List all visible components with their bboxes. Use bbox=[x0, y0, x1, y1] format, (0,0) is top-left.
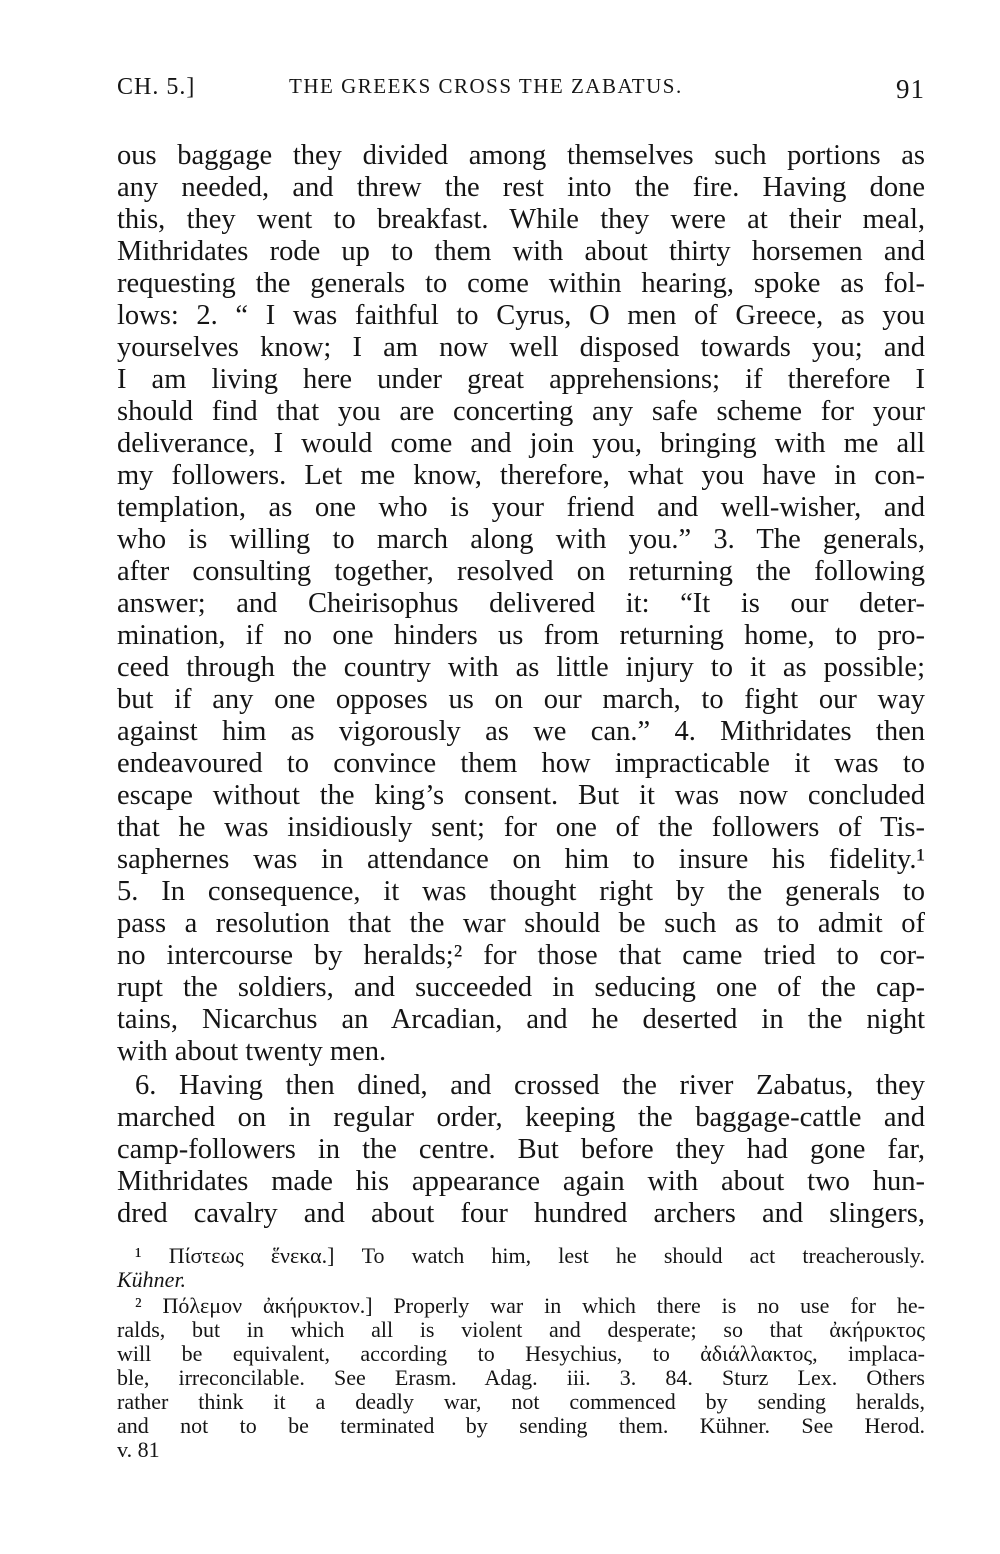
body-line: no intercourse by heralds;² for those that came tried to cor- bbox=[117, 940, 925, 971]
body-line: marched on in regular order, keeping the baggage-cattle and bbox=[117, 1102, 925, 1133]
body-line: lows: 2. “ I was faithful to Cyrus, O men of Greece, as you bbox=[117, 300, 925, 331]
footnote-line: ralds, but in which all is violent and desperate; so that ἀκήρυκτος bbox=[117, 1317, 925, 1342]
running-head bbox=[117, 74, 925, 114]
body-line: escape without the king’s consent. But it was now concluded bbox=[117, 780, 925, 811]
body-line: after consulting together, resolved on returning the following bbox=[117, 556, 925, 587]
footnote-line: v. 81 bbox=[117, 1437, 160, 1462]
body-line: Mithridates rode up to them with about thirty horsemen and bbox=[117, 236, 925, 267]
footnote-line: will be equivalent, according to Hesychius, to ἀδιάλλακτος, implaca- bbox=[117, 1341, 925, 1366]
body-line: ous baggage they divided among themselves such portions as bbox=[117, 140, 925, 171]
body-line: saphernes was in attendance on him to insure his fidelity.¹ bbox=[117, 844, 925, 875]
body-line: yourselves know; I am now well disposed towards you; and bbox=[117, 332, 925, 363]
body-line: 5. In consequence, it was thought right by the generals to bbox=[117, 876, 925, 907]
footnote-line: ² Πόλεμον ἀκήρυκτον.] Properly war in which there is no use for he- bbox=[135, 1293, 925, 1318]
body-line: this, they went to breakfast. While they were at their meal, bbox=[117, 204, 925, 235]
body-line: I am living here under great apprehensions; if therefore I bbox=[117, 364, 925, 395]
body-line: who is willing to march along with you.” 3. The generals, bbox=[117, 524, 925, 555]
body-line: camp-followers in the centre. But before they had gone far, bbox=[117, 1134, 925, 1165]
body-line: my followers. Let me know, therefore, what you have in con- bbox=[117, 460, 925, 491]
body-line: dred cavalry and about four hundred archers and slingers, bbox=[117, 1198, 925, 1229]
body-line: rupt the soldiers, and succeeded in seducing one of the cap- bbox=[117, 972, 925, 1003]
body-line: mination, if no one hinders us from returning home, to pro- bbox=[117, 620, 925, 651]
body-line: should find that you are concerting any safe scheme for your bbox=[117, 396, 925, 427]
footnote-line: ¹ Πίστεως ἕνεκα.] To watch him, lest he should act treacherously. bbox=[135, 1243, 925, 1268]
body-line: against him as vigorously as we can.” 4. Mithridates then bbox=[117, 716, 925, 747]
body-line: that he was insidiously sent; for one of the followers of Tis- bbox=[117, 812, 925, 843]
body-line: with about twenty men. bbox=[117, 1036, 387, 1067]
body-line: pass a resolution that the war should be such as to admit of bbox=[117, 908, 925, 939]
body-line: tains, Nicarchus an Arcadian, and he deserted in the night bbox=[117, 1004, 925, 1035]
body-line: but if any one opposes us on our march, to fight our way bbox=[117, 684, 925, 715]
body-line: deliverance, I would come and join you, bringing with me all bbox=[117, 428, 925, 459]
chapter-title: THE GREEKS CROSS THE ZABATUS. bbox=[289, 74, 683, 98]
body-line: any needed, and threw the rest into the fire. Having done bbox=[117, 172, 925, 203]
body-line: requesting the generals to come within hearing, spoke as fol- bbox=[117, 268, 925, 299]
chapter-reference: CH. 5.] bbox=[117, 74, 196, 100]
body-line: Mithridates made his appearance again with about two hun- bbox=[117, 1166, 925, 1197]
footnote-line: Kühner. bbox=[117, 1267, 187, 1292]
body-line: templation, as one who is your friend and well-wisher, and bbox=[117, 492, 925, 523]
footnote-line: rather think it a deadly war, not commenced by sending heralds, bbox=[117, 1389, 925, 1414]
footnote-line: and not to be terminated by sending them. Kühner. See Herod. bbox=[117, 1413, 925, 1438]
body-line: 6. Having then dined, and crossed the river Zabatus, they bbox=[135, 1070, 925, 1101]
page-number: 91 bbox=[896, 74, 925, 104]
body-line: answer; and Cheirisophus delivered it: “It is our deter- bbox=[117, 588, 925, 619]
body-line: ceed through the country with as little injury to it as possible; bbox=[117, 652, 925, 683]
body-line: endeavoured to convince them how impracticable it was to bbox=[117, 748, 925, 779]
footnote-line: ble, irreconcilable. See Erasm. Adag. iii. 3. 84. Sturz Lex. Others bbox=[117, 1365, 925, 1390]
